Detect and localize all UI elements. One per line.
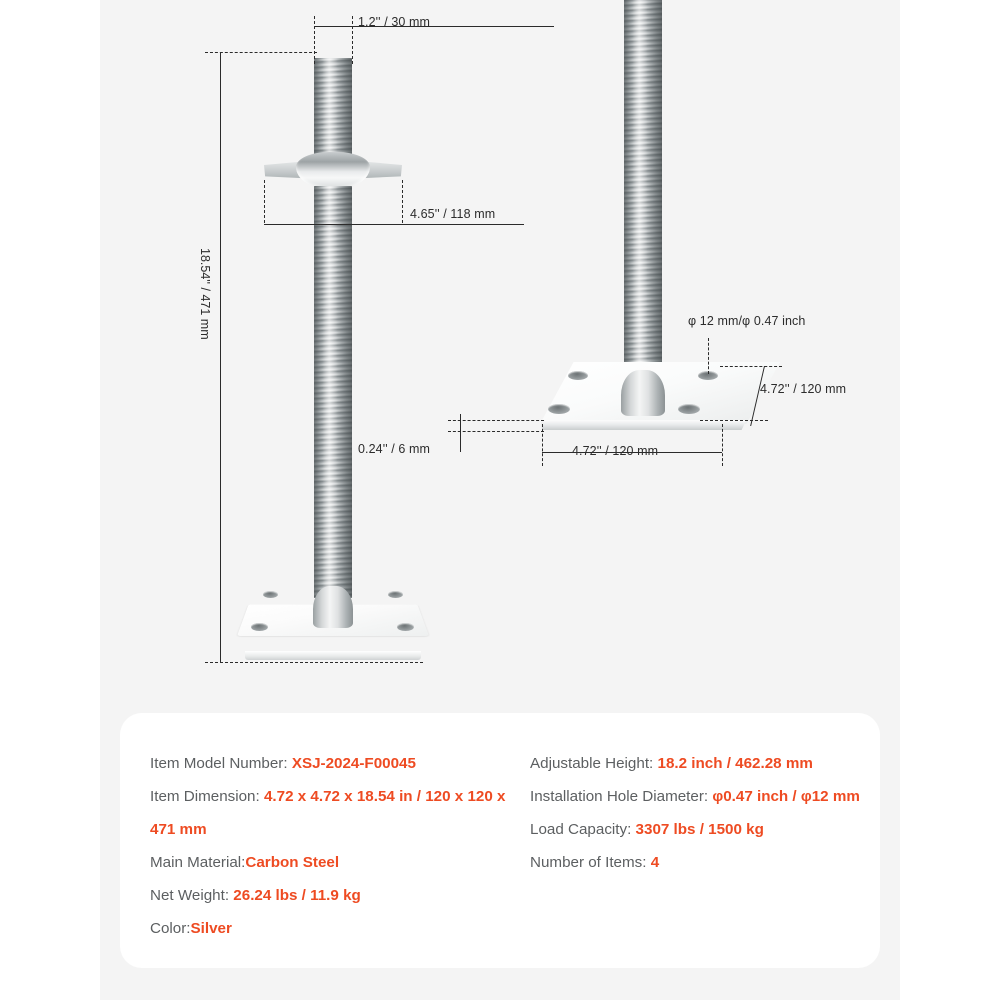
dim-depth-bottom-extension: [700, 420, 768, 421]
spec-value: Carbon Steel: [245, 854, 340, 871]
dim-hole-diameter-label: φ 12 mm/φ 0.47 inch: [688, 314, 806, 328]
spec-columns: [150, 747, 862, 945]
spec-net-weight: [150, 879, 530, 912]
spec-label: Item Model Number:: [150, 755, 292, 772]
spec-load-capacity: [530, 813, 890, 846]
mounting-hole: [397, 623, 414, 631]
detail-mounting-hole: [568, 371, 588, 380]
dim-wing-left-extension: [264, 180, 265, 223]
mounting-hole: [388, 591, 403, 598]
spec-label: Main Material:: [150, 854, 246, 871]
mounting-hole: [263, 591, 278, 598]
spec-label: Adjustable Height:: [530, 755, 658, 772]
spec-value: 4: [650, 854, 660, 871]
detail-weld-boss: [621, 370, 665, 416]
wing-nut-hex-collar: [296, 152, 370, 190]
dim-wing-measure-line: [264, 224, 524, 225]
spec-value: Silver: [190, 920, 232, 937]
spec-label: Color:: [150, 920, 191, 937]
dim-height-top-extension: [205, 52, 317, 53]
dim-thickness-bottom-extension: [448, 431, 544, 432]
detail-mounting-hole: [548, 404, 570, 414]
dim-thread-top-left-extension: [314, 16, 315, 64]
spec-label: Installation Hole Diameter:: [530, 788, 713, 805]
detail-mounting-hole: [678, 404, 700, 414]
spec-item-model-number: [150, 747, 530, 780]
dim-thread-top-label: 1.2'' / 30 mm: [358, 15, 431, 29]
base-plate-weld-boss: [313, 586, 353, 628]
dim-hole-leader-line: [708, 338, 709, 374]
spec-main-material: [150, 846, 530, 879]
base-plate: [237, 568, 429, 660]
spec-value: φ0.47 inch / φ12 mm: [712, 788, 860, 805]
spec-column-left: [150, 747, 530, 945]
spec-label: Item Dimension:: [150, 788, 264, 805]
dim-plate-depth-label: 4.72'' / 120 mm: [760, 382, 847, 396]
mounting-hole: [251, 623, 268, 631]
spec-value: 18.2 inch / 462.28 mm: [657, 755, 813, 772]
dim-thickness-measure-line: [460, 414, 461, 452]
dim-wing-right-extension: [402, 180, 403, 223]
specification-card: [120, 713, 880, 968]
spec-label: Number of Items:: [530, 854, 651, 871]
detail-plate-edge: [540, 420, 780, 430]
spec-label: Net Weight:: [150, 887, 234, 904]
dim-plate-width-label: 4.72'' / 120 mm: [572, 444, 659, 458]
spec-value: 4.72 x 4.72 x 18.54 in / 120 x 120 x 471 mm: [150, 788, 506, 838]
lower-threaded-rod: [314, 186, 352, 598]
spec-number-of-items: [530, 846, 890, 879]
spec-column-right: [530, 747, 890, 945]
dim-thread-top-measure-line: [314, 26, 554, 27]
detail-threaded-rod: [624, 0, 662, 378]
spec-value: 3307 lbs / 1500 kg: [635, 821, 764, 838]
spec-value: 26.24 lbs / 11.9 kg: [233, 887, 361, 904]
dim-wing-nut-span-label: 4.65'' / 118 mm: [410, 207, 496, 221]
dim-thread-top-right-extension: [352, 16, 353, 64]
spec-color: [150, 912, 530, 945]
base-plate-edge: [245, 651, 422, 660]
spec-installation-hole-diameter: [530, 780, 890, 813]
dim-overall-height-label: 18.54'' / 471 mm: [198, 248, 212, 340]
spec-value: XSJ-2024-F00045: [291, 755, 416, 772]
dim-width-left-extension: [542, 424, 543, 466]
dim-width-right-extension: [722, 424, 723, 466]
dim-thickness-top-extension: [448, 420, 544, 421]
dim-height-bottom-extension: [205, 662, 423, 663]
dim-plate-thickness-label: 0.24'' / 6 mm: [358, 442, 431, 456]
spec-adjustable-height: [530, 747, 890, 780]
dim-depth-top-extension: [720, 366, 782, 367]
spec-item-dimension: [150, 780, 530, 846]
spec-label: Load Capacity:: [530, 821, 636, 838]
dim-height-measure-line: [220, 52, 221, 662]
